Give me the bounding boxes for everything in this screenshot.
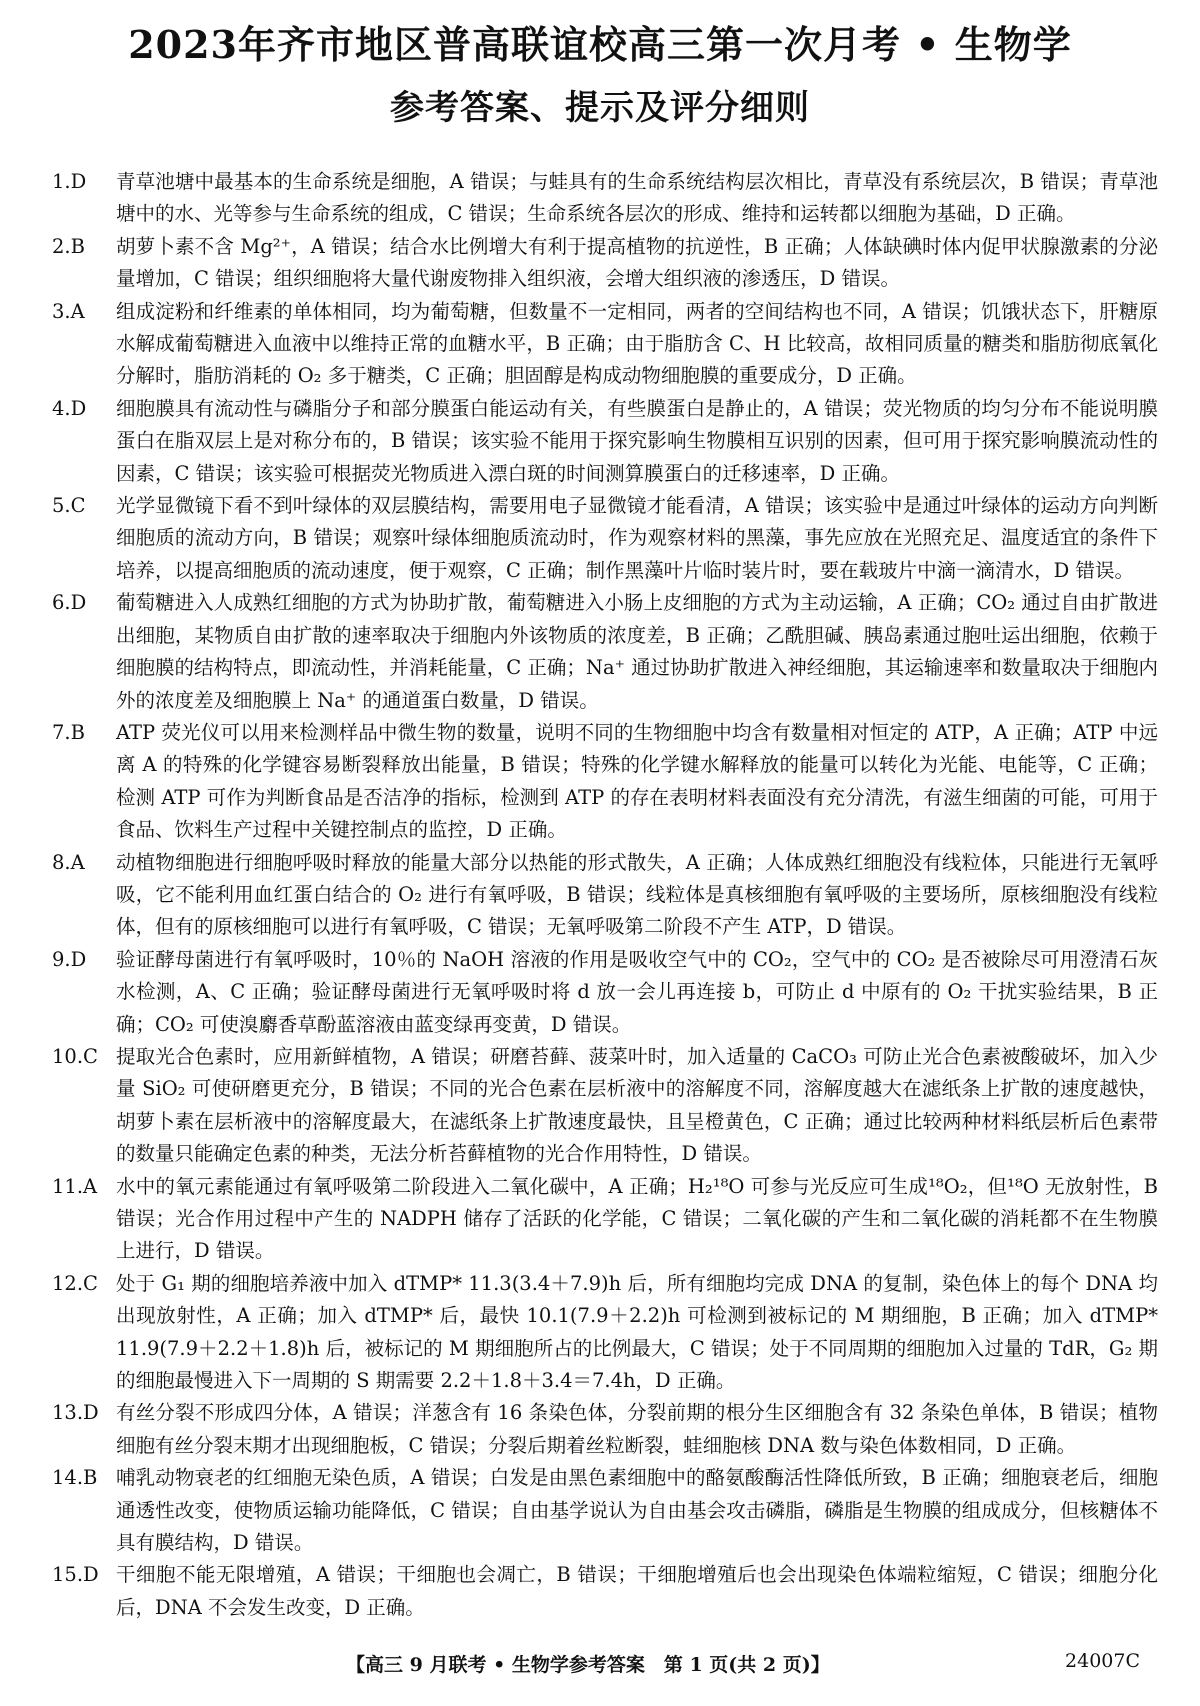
answer-number: 2.B [52,234,85,258]
answer-item-7 [54,717,1158,847]
footer-exam-code: 24007C [1065,1650,1140,1672]
answer-item-1 [54,166,1158,231]
page-subtitle: 参考答案、提示及评分细则 [390,88,810,128]
answer-item-12 [54,1268,1158,1398]
answer-explanation: 组成淀粉和纤维素的单体相同，均为葡萄糖，但数量不一定相同，两者的空间结构也不同，A 错误；饥饿状态下，肝糖原水解成葡萄糖进入血液中以维持正常的血糖水平，B 正确；由于脂肪含 C、H 比较高，故相同质量的糖类和脂肪彻底氧化分解时，脂肪消耗的 O₂ 多于糖类，C 正确；胆固醇是构成动物细胞膜的重要成分，D 正确。 [116,299,1158,388]
answer-explanation: 干细胞不能无限增殖，A 错误；干细胞也会凋亡，B 错误；干细胞增殖后也会出现染色体端粒缩短，C 错误；细胞分化后，DNA 不会发生改变，D 正确。 [116,1563,1158,1619]
footer-page-info: 【高三 9 月联考 • 生物学参考答案 第 1 页(共 2 页)】 [346,1654,830,1676]
page-footer [0,1650,1200,1684]
answer-item-10 [54,1041,1158,1171]
answer-item-14 [54,1462,1158,1559]
answer-number: 13.D [52,1401,99,1425]
answer-explanation: 哺乳动物衰老的红细胞无染色质，A 错误；白发是由黑色素细胞中的酪氨酸酶活性降低所致，B 正确；细胞衰老后，细胞通透性改变，使物质运输功能降低，C 错误；自由基学说认为自由基会攻击磷脂，磷脂是生物膜的组成成分，但核糖体不具有膜结构，D 错误。 [116,1466,1158,1555]
answer-number: 8.A [52,850,85,874]
answer-number: 4.D [52,396,87,420]
answer-item-11 [54,1171,1158,1268]
answer-list [54,166,1158,1624]
answer-item-6 [54,587,1158,717]
answer-item-8 [54,847,1158,944]
answer-number: 3.A [52,299,85,323]
answer-explanation: 葡萄糖进入人成熟红细胞的方式为协助扩散，葡萄糖进入小肠上皮细胞的方式为主动运输，A 正确；CO₂ 通过自由扩散进出细胞，某物质自由扩散的速率取决于细胞内外该物质的浓度差，B 正确；乙酰胆碱、胰岛素通过胞吐运出细胞，依赖于细胞膜的结构特点，即流动性，并消耗能量，C 正确；Na⁺ 通过协助扩散进入神经细胞，其运输速率和数量取决于细胞内外的浓度差及细胞膜上 Na⁺ 的通道蛋白数量，D 错误。 [116,591,1158,712]
answer-number: 15.D [52,1563,99,1587]
answer-number: 10.C [52,1044,98,1068]
answer-explanation: 有丝分裂不形成四分体，A 错误；洋葱含有 16 条染色体，分裂前期的根分生区细胞含有 32 条染色单体，B 错误；植物细胞有丝分裂末期才出现细胞板，C 错误；分裂后期着丝粒断裂，蛙细胞核 DNA 数与染色体数相同，D 正确。 [116,1401,1158,1457]
answer-number: 12.C [52,1271,98,1295]
answer-item-9 [54,944,1158,1041]
answer-item-5 [54,490,1158,587]
answer-number: 7.B [52,720,85,744]
page-title: 2023年齐市地区普高联谊校高三第一次月考 • 生物学 [128,22,1072,67]
answer-explanation: 动植物细胞进行细胞呼吸时释放的能量大部分以热能的形式散失，A 正确；人体成熟红细胞没有线粒体，只能进行无氧呼吸，它不能利用血红蛋白结合的 O₂ 进行有氧呼吸，B 错误；线粒体是真核细胞有氧呼吸的主要场所，原核细胞没有线粒体，但有的原核细胞可以进行有氧呼吸，C 错误；无氧呼吸第二阶段不产生 ATP，D 错误。 [116,850,1158,939]
answer-number: 11.A [52,1174,98,1198]
answer-item-2 [54,231,1158,296]
answer-item-4 [54,393,1158,490]
answer-item-13 [54,1397,1158,1462]
answer-number: 1.D [52,170,87,193]
answer-explanation: 细胞膜具有流动性与磷脂分子和部分膜蛋白能运动有关，有些膜蛋白是静止的，A 错误；荧光物质的均匀分布不能说明膜蛋白在脂双层上是对称分布的，B 错误；该实验不能用于探究影响生物膜相互识别的因素，但可用于探究影响膜流动性的因素，C 错误；该实验可根据荧光物质进入漂白斑的时间测算膜蛋白的迁移速率，D 正确。 [116,396,1158,485]
answer-number: 9.D [52,947,87,971]
answer-explanation: ATP 荧光仪可以用来检测样品中微生物的数量，说明不同的生物细胞中均含有数量相对恒定的 ATP，A 正确；ATP 中远离 A 的特殊的化学键容易断裂释放出能量，B 错误；特殊的化学键水解释放的能量可以转化为光能、电能等，C 正确；检测 ATP 可作为判断食品是否洁净的指标，检测到 ATP 的存在表明材料表面没有充分清洗，有滋生细菌的可能，可用于食品、饮料生产过程中关键控制点的监控，D 正确。 [116,720,1158,842]
answer-item-3 [54,296,1158,393]
answer-explanation: 处于 G₁ 期的细胞培养液中加入 dTMP* 11.3(3.4＋7.9)h 后，所有细胞均完成 DNA 的复制，染色体上的每个 DNA 均出现放射性，A 正确；加入 dTMP* 后，最快 10.1(7.9＋2.2)h 可检测到被标记的 M 期细胞，B 正确；加入 dTMP* 11.9(7.9＋2.2＋1.8)h 后，被标记的 M 期细胞所占的比例最大，C 错误；处于不同周期的细胞加入过量的 TdR，G₂ 期的细胞最慢进入下一周期的 S 期需要 2.2＋1.8＋3.4＝7.4h，D 正确。 [116,1271,1158,1393]
answer-explanation: 水中的氧元素能通过有氧呼吸第二阶段进入二氧化碳中，A 正确；H₂¹⁸O 可参与光反应可生成¹⁸O₂，但¹⁸O 无放射性，B 错误；光合作用过程中产生的 NADPH 储存了活跃的化学能，C 错误；二氧化碳的产生和二氧化碳的消耗都不在生物膜上进行，D 错误。 [116,1174,1158,1263]
answer-explanation: 青草池塘中最基本的生命系统是细胞，A 错误；与蛙具有的生命系统结构层次相比，青草没有系统层次，B 错误；青草池塘中的水、光等参与生命系统的组成，C 错误；生命系统各层次的形成、维持和运转都以细胞为基础，D 正确。 [116,170,1158,226]
answer-item-15 [54,1559,1158,1624]
answer-explanation: 验证酵母菌进行有氧呼吸时，10％的 NaOH 溶液的作用是吸收空气中的 CO₂，空气中的 CO₂ 是否被除尽可用澄清石灰水检测，A、C 正确；验证酵母菌进行无氧呼吸时将 d 放一会儿再连接 b，可防止 d 中原有的 O₂ 干扰实验结果，B 正确；CO₂ 可使溴麝香草酚蓝溶液由蓝变绿再变黄，D 错误。 [116,947,1158,1036]
answer-explanation: 提取光合色素时，应用新鲜植物，A 错误；研磨苔藓、菠菜叶时，加入适量的 CaCO₃ 可防止光合色素被酸破坏，加入少量 SiO₂ 可使研磨更充分，B 错误；不同的光合色素在层析液中的溶解度不同，溶解度越大在滤纸条上扩散的速度越快，胡萝卜素在层析液中的溶解度最大，在滤纸条上扩散速度最快，且呈橙黄色，C 正确；通过比较两种材料纸层析后色素带的数量只能确定色素的种类，无法分析苔藓植物的光合作用特性，D 错误。 [116,1044,1158,1166]
answer-number: 6.D [52,591,87,615]
answer-explanation: 光学显微镜下看不到叶绿体的双层膜结构，需要用电子显微镜才能看清，A 错误；该实验中是通过叶绿体的运动方向判断细胞质的流动方向，B 错误；观察叶绿体细胞质流动时，作为观察材料的黑藻，事先应放在光照充足、温度适宜的条件下培养，以提高细胞质的流动速度，便于观察，C 正确；制作黑藻叶片临时装片时，要在载玻片中滴一滴清水，D 错误。 [116,494,1158,582]
answer-explanation: 胡萝卜素不含 Mg²⁺，A 错误；结合水比例增大有利于提高植物的抗逆性，B 正确；人体缺碘时体内促甲状腺激素的分泌量增加，C 错误；组织细胞将大量代谢废物排入组织液，会增大组织液的渗透压，D 错误。 [116,234,1158,291]
answer-number: 5.C [52,494,86,518]
answer-number: 14.B [52,1466,98,1490]
